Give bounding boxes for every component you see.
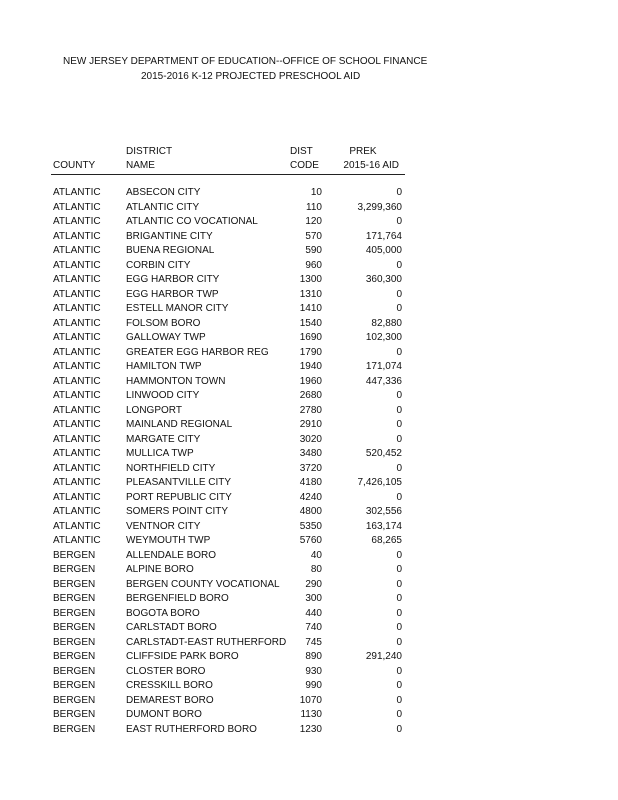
- cell-prek-aid: 447,336: [365, 375, 402, 387]
- column-header-aid-line2: 2015-16 AID: [343, 160, 399, 171]
- cell-district-code: 1230: [299, 723, 322, 735]
- table-row: [0, 563, 618, 578]
- cell-district-name: CLOSTER BORO: [126, 665, 206, 677]
- table-row: [0, 578, 618, 593]
- cell-district-name: WEYMOUTH TWP: [126, 535, 211, 546]
- table-row: [0, 418, 618, 433]
- cell-district-code: 1130: [300, 709, 322, 720]
- cell-county: BERGEN: [53, 607, 96, 619]
- cell-district-code: 40: [310, 549, 322, 561]
- cell-district-code: 290: [305, 578, 322, 590]
- cell-county: ATLANTIC: [53, 216, 101, 227]
- cell-district-name: CORBIN CITY: [126, 259, 191, 271]
- cell-district-code: 1960: [299, 375, 322, 387]
- cell-district-code: 960: [305, 259, 322, 271]
- cell-district-name: NORTHFIELD CITY: [126, 462, 216, 474]
- cell-district-name: VENTNOR CITY: [126, 520, 201, 532]
- cell-district-code: 590: [305, 245, 322, 256]
- cell-prek-aid: 102,300: [365, 332, 402, 343]
- cell-district-code: 1790: [299, 346, 322, 358]
- cell-prek-aid: 0: [396, 709, 402, 720]
- cell-prek-aid: 0: [396, 404, 402, 416]
- document-title: NEW JERSEY DEPARTMENT OF EDUCATION--OFFICE OF SCHOOL FINANCE: [63, 56, 428, 67]
- cell-county: ATLANTIC: [53, 317, 101, 329]
- cell-prek-aid: 520,452: [365, 448, 402, 459]
- table-row: [0, 549, 618, 564]
- cell-district-name: SOMERS POINT CITY: [126, 506, 229, 517]
- table-row: [0, 259, 618, 274]
- cell-district-name: ALPINE BORO: [126, 564, 194, 575]
- cell-county: BERGEN: [53, 651, 96, 662]
- cell-county: BERGEN: [53, 680, 96, 691]
- cell-district-code: 5760: [299, 535, 322, 546]
- table-row: [0, 621, 618, 636]
- table-row: [0, 708, 618, 723]
- table-row: [0, 592, 618, 607]
- cell-prek-aid: 171,074: [365, 361, 402, 372]
- column-header-district-line1: DISTRICT: [126, 146, 173, 157]
- column-header-code-line2: CODE: [290, 160, 319, 171]
- cell-district-code: 3480: [299, 448, 322, 459]
- cell-district-name: EGG HARBOR CITY: [126, 274, 220, 285]
- cell-prek-aid: 7,426,105: [357, 477, 402, 488]
- cell-prek-aid: 302,556: [365, 506, 402, 517]
- table-row: [0, 360, 618, 375]
- cell-prek-aid: 0: [396, 491, 402, 503]
- cell-prek-aid: 0: [396, 694, 402, 706]
- cell-county: ATLANTIC: [53, 477, 101, 488]
- cell-district-code: 5350: [299, 520, 322, 532]
- cell-county: ATLANTIC: [53, 332, 101, 343]
- cell-county: ATLANTIC: [53, 187, 101, 198]
- cell-district-code: 2780: [299, 404, 322, 416]
- table-row: [0, 607, 618, 622]
- table-row: [0, 273, 618, 288]
- cell-district-name: ESTELL MANOR CITY: [126, 303, 229, 314]
- cell-district-name: HAMILTON TWP: [126, 361, 202, 372]
- cell-prek-aid: 360,300: [365, 274, 402, 285]
- cell-prek-aid: 163,174: [365, 520, 402, 532]
- cell-prek-aid: 171,764: [365, 230, 402, 242]
- cell-county: ATLANTIC: [53, 201, 101, 213]
- cell-county: ATLANTIC: [53, 259, 101, 271]
- cell-prek-aid: 0: [396, 622, 402, 633]
- cell-prek-aid: 0: [396, 216, 402, 227]
- cell-district-name: BERGENFIELD BORO: [126, 593, 229, 604]
- table-row: [0, 186, 618, 201]
- cell-district-code: 110: [306, 201, 322, 213]
- cell-prek-aid: 0: [396, 665, 402, 677]
- cell-prek-aid: 0: [396, 723, 402, 735]
- cell-prek-aid: 0: [396, 390, 402, 401]
- table-row: [0, 230, 618, 245]
- cell-county: ATLANTIC: [53, 520, 101, 532]
- table-row: [0, 244, 618, 259]
- cell-district-code: 4180: [299, 477, 322, 488]
- cell-prek-aid: 0: [396, 578, 402, 590]
- cell-prek-aid: 0: [396, 419, 402, 430]
- cell-district-code: 3020: [299, 433, 322, 445]
- table-row: [0, 317, 618, 332]
- cell-district-code: 740: [305, 622, 322, 633]
- table-row: [0, 636, 618, 651]
- cell-district-code: 440: [305, 607, 322, 619]
- table-row: [0, 476, 618, 491]
- cell-prek-aid: 0: [396, 636, 402, 648]
- cell-prek-aid: 405,000: [365, 245, 402, 256]
- cell-district-code: 745: [305, 636, 322, 648]
- cell-district-code: 300: [305, 593, 322, 604]
- cell-county: ATLANTIC: [53, 535, 101, 546]
- cell-district-code: 120: [305, 216, 322, 227]
- column-header-district-line2: NAME: [126, 160, 155, 171]
- cell-district-code: 930: [305, 665, 322, 677]
- cell-district-name: ABSECON CITY: [126, 187, 201, 198]
- cell-district-code: 570: [305, 230, 322, 242]
- cell-district-name: MULLICA TWP: [126, 448, 194, 459]
- cell-prek-aid: 0: [396, 187, 402, 198]
- header-underline: [51, 174, 405, 175]
- cell-prek-aid: 0: [396, 303, 402, 314]
- table-row: [0, 433, 618, 448]
- cell-district-code: 1410: [299, 303, 322, 314]
- cell-county: ATLANTIC: [53, 491, 101, 503]
- cell-county: BERGEN: [53, 593, 96, 604]
- column-header-code-line1: DIST: [290, 146, 313, 157]
- cell-district-name: ALLENDALE BORO: [126, 549, 217, 561]
- table-row: [0, 520, 618, 535]
- cell-district-code: 1940: [299, 361, 322, 372]
- cell-county: ATLANTIC: [53, 419, 101, 430]
- cell-county: ATLANTIC: [53, 346, 101, 358]
- cell-county: ATLANTIC: [53, 375, 101, 387]
- cell-district-name: EAST RUTHERFORD BORO: [126, 723, 257, 735]
- cell-district-code: 1690: [299, 332, 322, 343]
- cell-district-code: 1300: [299, 274, 322, 285]
- cell-district-name: PORT REPUBLIC CITY: [126, 491, 232, 503]
- cell-district-name: EGG HARBOR TWP: [126, 288, 219, 300]
- cell-prek-aid: 0: [396, 346, 402, 358]
- column-header-county: COUNTY: [53, 160, 96, 171]
- cell-district-code: 10: [310, 187, 322, 198]
- cell-county: ATLANTIC: [53, 448, 101, 459]
- cell-county: ATLANTIC: [53, 288, 101, 300]
- column-header-aid-line1: PREK: [349, 146, 377, 157]
- cell-district-code: 1310: [299, 288, 322, 300]
- cell-county: ATLANTIC: [53, 230, 101, 242]
- table-row: [0, 375, 618, 390]
- cell-county: BERGEN: [53, 622, 96, 633]
- table-row: [0, 679, 618, 694]
- cell-district-name: DUMONT BORO: [126, 709, 202, 720]
- table-row: [0, 404, 618, 419]
- table-row: [0, 462, 618, 477]
- cell-district-code: 2680: [299, 390, 322, 401]
- cell-county: BERGEN: [53, 723, 96, 735]
- table-row: [0, 534, 618, 549]
- cell-prek-aid: 0: [396, 549, 402, 561]
- cell-district-name: DEMAREST BORO: [126, 694, 214, 706]
- cell-district-name: LINWOOD CITY: [126, 390, 200, 401]
- cell-prek-aid: 0: [396, 259, 402, 271]
- cell-district-code: 990: [305, 680, 322, 691]
- cell-county: ATLANTIC: [53, 433, 101, 445]
- cell-county: ATLANTIC: [53, 462, 101, 474]
- cell-district-name: HAMMONTON TOWN: [126, 375, 226, 387]
- cell-county: ATLANTIC: [53, 274, 101, 285]
- cell-district-name: CLIFFSIDE PARK BORO: [126, 651, 239, 662]
- cell-prek-aid: 0: [396, 433, 402, 445]
- cell-district-name: FOLSOM BORO: [126, 317, 201, 329]
- cell-district-name: ATLANTIC CO VOCATIONAL: [126, 216, 258, 227]
- cell-prek-aid: 0: [396, 462, 402, 474]
- cell-prek-aid: 0: [396, 680, 402, 691]
- cell-prek-aid: 0: [396, 564, 402, 575]
- cell-county: ATLANTIC: [53, 390, 101, 401]
- cell-district-name: ATLANTIC CITY: [126, 201, 200, 213]
- cell-county: BERGEN: [53, 578, 96, 590]
- table-row: [0, 215, 618, 230]
- cell-district-name: LONGPORT: [126, 404, 182, 416]
- cell-district-name: BERGEN COUNTY VOCATIONAL: [126, 578, 280, 590]
- cell-district-name: GALLOWAY TWP: [126, 332, 206, 343]
- cell-district-code: 4800: [299, 506, 322, 517]
- cell-prek-aid: 0: [396, 607, 402, 619]
- cell-district-code: 3720: [299, 462, 322, 474]
- cell-prek-aid: 0: [396, 593, 402, 604]
- cell-district-code: 890: [305, 651, 322, 662]
- table-row: [0, 331, 618, 346]
- cell-district-name: CARLSTADT BORO: [126, 622, 217, 633]
- cell-district-code: 2910: [299, 419, 322, 430]
- table-row: [0, 665, 618, 680]
- cell-county: BERGEN: [53, 694, 96, 706]
- cell-prek-aid: 0: [396, 288, 402, 300]
- table-row: [0, 288, 618, 303]
- cell-district-name: BUENA REGIONAL: [126, 245, 215, 256]
- cell-district-name: BOGOTA BORO: [126, 607, 200, 619]
- cell-county: ATLANTIC: [53, 303, 101, 314]
- table-row: [0, 723, 618, 738]
- table-row: [0, 447, 618, 462]
- cell-county: BERGEN: [53, 709, 96, 720]
- data-table-body: [0, 186, 618, 737]
- table-row: [0, 505, 618, 520]
- cell-prek-aid: 3,299,360: [357, 201, 402, 213]
- cell-district-code: 80: [310, 564, 322, 575]
- cell-county: ATLANTIC: [53, 245, 101, 256]
- table-row: [0, 346, 618, 361]
- cell-district-name: GREATER EGG HARBOR REG: [126, 346, 269, 358]
- cell-district-name: MAINLAND REGIONAL: [126, 419, 233, 430]
- cell-district-name: PLEASANTVILLE CITY: [126, 477, 232, 488]
- table-row: [0, 650, 618, 665]
- cell-district-code: 1070: [299, 694, 322, 706]
- cell-county: BERGEN: [53, 636, 96, 648]
- cell-district-code: 1540: [299, 317, 322, 329]
- cell-district-name: MARGATE CITY: [126, 433, 201, 445]
- cell-prek-aid: 68,265: [371, 535, 402, 546]
- cell-district-name: CRESSKILL BORO: [126, 680, 213, 691]
- cell-county: ATLANTIC: [53, 404, 101, 416]
- cell-district-name: CARLSTADT-EAST RUTHERFORD: [126, 636, 287, 648]
- cell-district-name: BRIGANTINE CITY: [126, 230, 213, 242]
- cell-prek-aid: 82,880: [371, 317, 402, 329]
- document-subtitle: 2015-2016 K-12 PROJECTED PRESCHOOL AID: [141, 71, 361, 82]
- cell-county: BERGEN: [53, 564, 96, 575]
- cell-county: BERGEN: [53, 549, 96, 561]
- table-row: [0, 302, 618, 317]
- table-row: [0, 491, 618, 506]
- table-row: [0, 201, 618, 216]
- cell-prek-aid: 291,240: [365, 651, 402, 662]
- cell-county: ATLANTIC: [53, 361, 101, 372]
- table-row: [0, 389, 618, 404]
- cell-district-code: 4240: [299, 491, 322, 503]
- cell-county: BERGEN: [53, 665, 96, 677]
- table-row: [0, 694, 618, 709]
- cell-county: ATLANTIC: [53, 506, 101, 517]
